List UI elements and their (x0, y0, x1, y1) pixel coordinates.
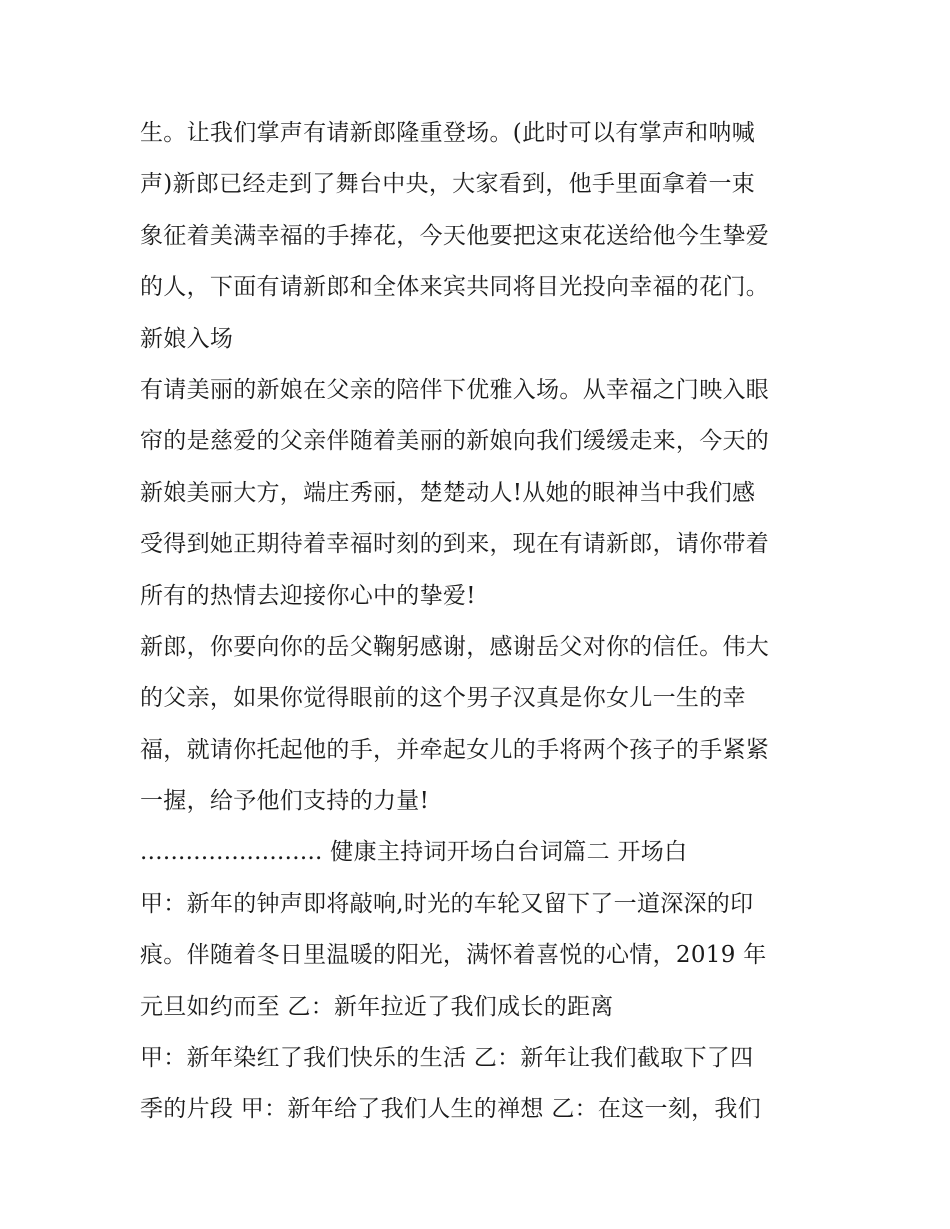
section-title-line: ........................ 健康主持词开场白台词篇二 开场白 (140, 839, 688, 866)
text-line: 福，就请你托起他的手，并牵起女儿的手将两个孩子的手紧紧 (140, 736, 770, 763)
document-page (140, 108, 830, 1136)
text-line: 生。让我们掌声有请新郎隆重登场。(此时可以有掌声和呐喊 (140, 120, 756, 146)
section-heading: 新娘入场 (140, 325, 234, 352)
text-line: 帘的是慈爱的父亲伴随着美丽的新娘向我们缓缓走来，今天的 (140, 428, 770, 455)
text-line: 的人，下面有请新郎和全体来宾共同将目光投向幸福的花门。 (140, 274, 770, 301)
text-line: 所有的热情去迎接你心中的挚爱! (140, 582, 476, 609)
text-line: 甲：新年的钟声即将敲响,时光的车轮又留下了一道深深的印 (140, 890, 754, 917)
text-line: 受得到她正期待着幸福时刻的到来，现在有请新郎，请你带着 (140, 531, 770, 558)
text-line: 甲：新年染红了我们快乐的生活 乙：新年让我们截取下了四 (140, 1045, 754, 1072)
text-line: 一握，给予他们支持的力量! (140, 788, 430, 815)
text-line: 象征着美满幸福的手捧花，今天他要把这束花送给他今生挚爱 (140, 222, 770, 249)
text-line: 新娘美丽大方，端庄秀丽，楚楚动人!从她的眼神当中我们感 (140, 479, 756, 506)
text-line: 有请美丽的新娘在父亲的陪伴下优雅入场。从幸福之门映入眼 (140, 376, 770, 403)
text-line: 元旦如约而至 乙：新年拉近了我们成长的距离 (140, 993, 614, 1020)
text-line: 声)新郎已经走到了舞台中央，大家看到，他手里面拿着一束 (140, 171, 756, 198)
text-line: 季的片段 甲：新年给了我们人生的禅想 乙：在这一刻，我们 (140, 1096, 762, 1123)
text-line: 痕。伴随着冬日里温暖的阳光，满怀着喜悦的心情，2019 年 (140, 942, 767, 969)
text-line: 的父亲，如果你觉得眼前的这个男子汉真是你女儿一生的幸 (140, 685, 746, 712)
text-line: 新郎，你要向你的岳父鞠躬感谢，感谢岳父对你的信任。伟大 (140, 633, 770, 660)
